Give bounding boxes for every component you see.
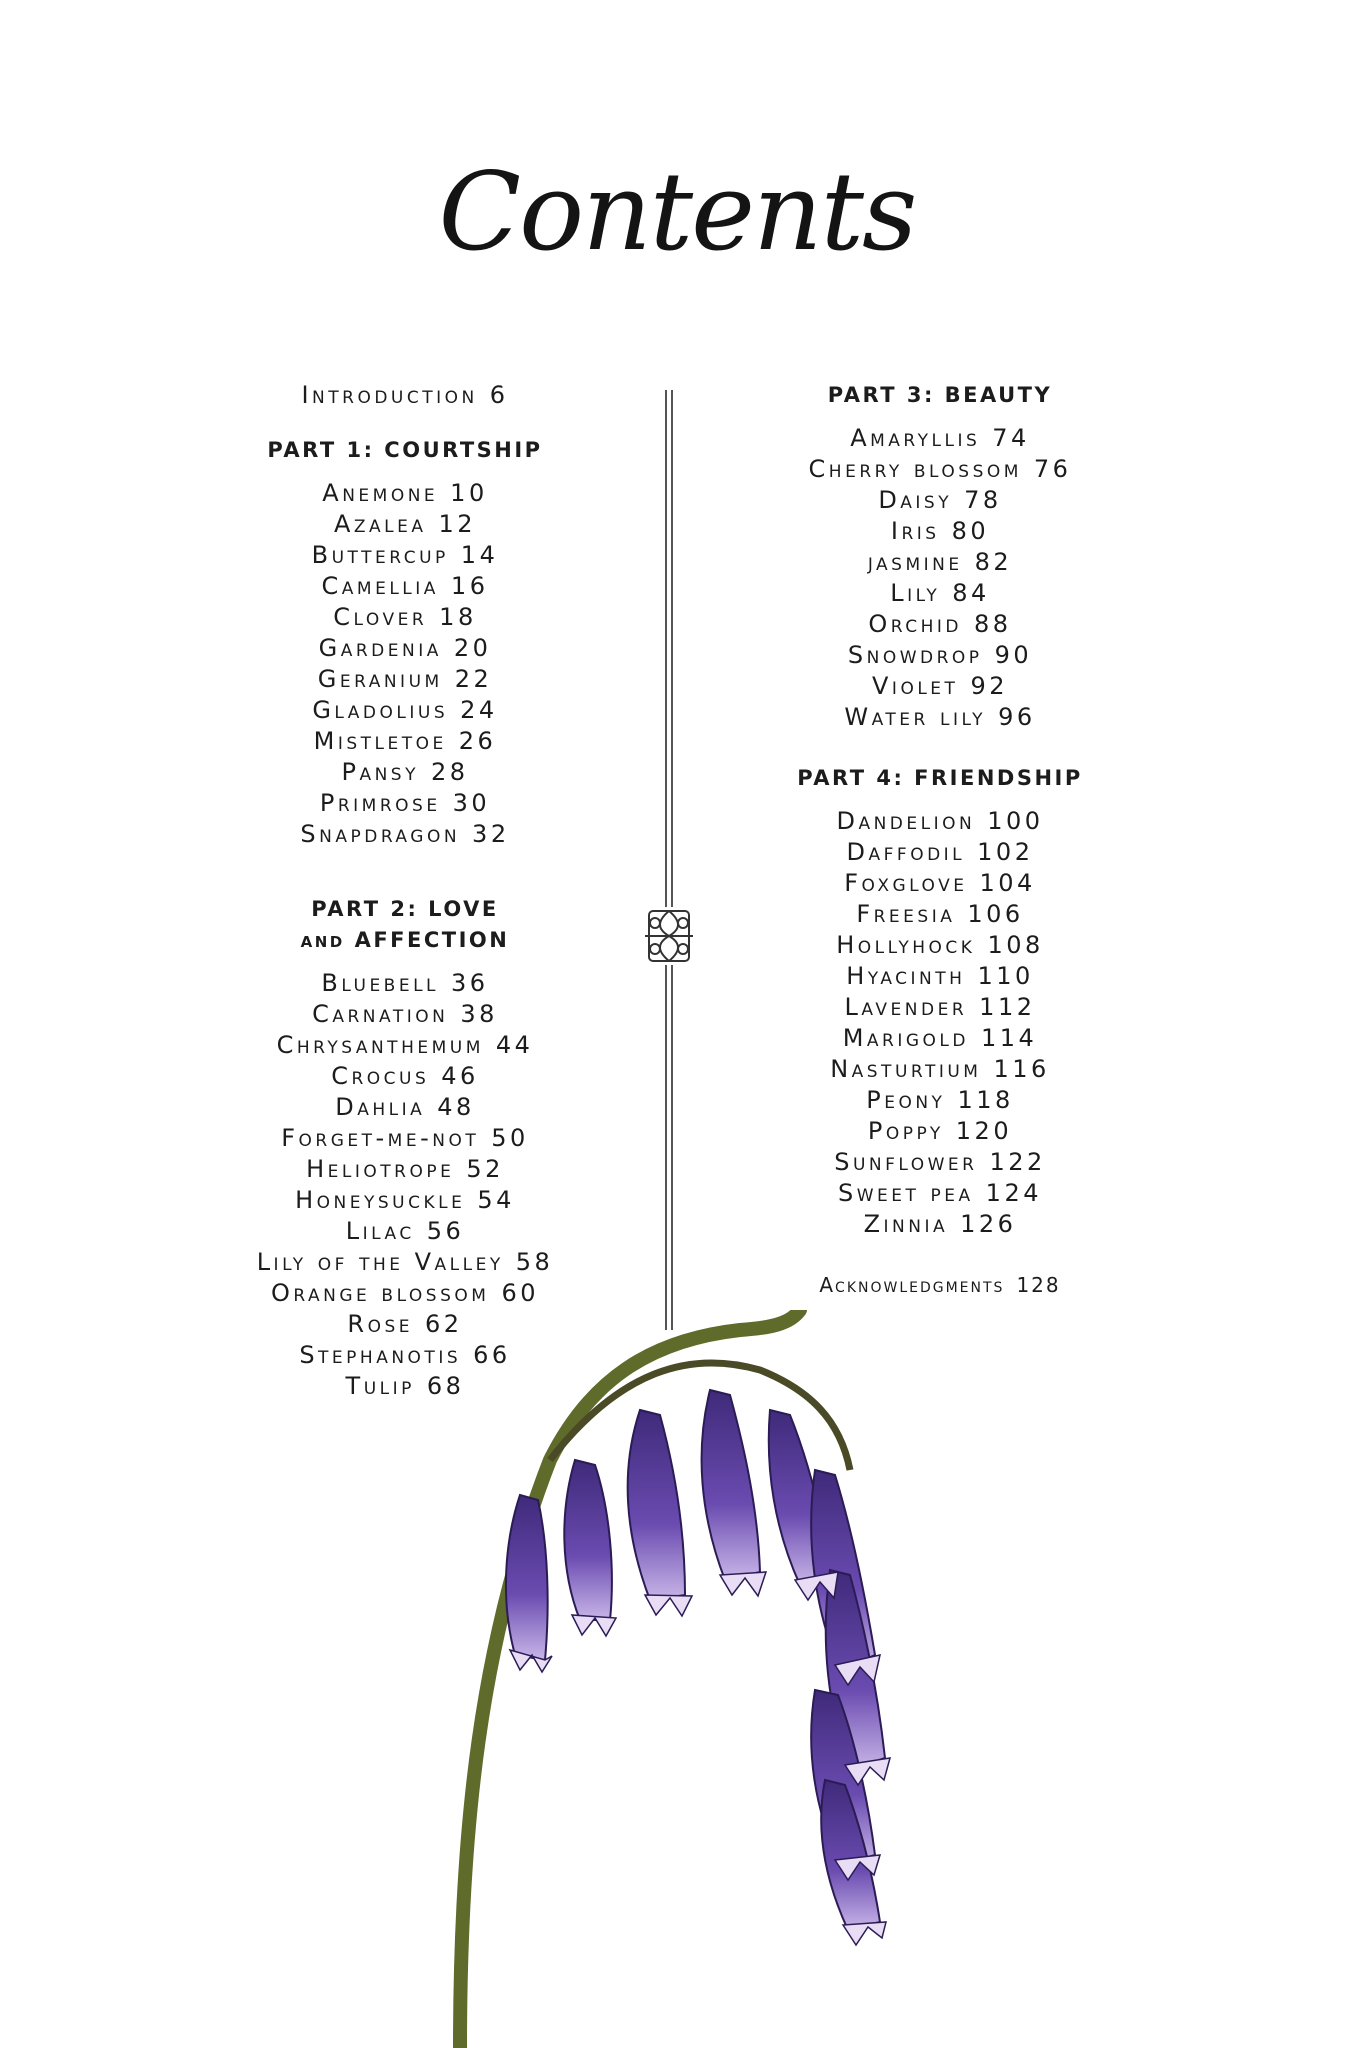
toc-entry-page: 108 xyxy=(987,931,1044,959)
toc-entry[interactable] xyxy=(760,806,1120,837)
toc-entry-label: Camellia xyxy=(321,572,439,600)
toc-entry-label: Foxglove xyxy=(844,869,968,897)
toc-entry[interactable] xyxy=(220,1061,590,1092)
part-2-heading-line1: PART 2: LOVE xyxy=(311,897,499,921)
toc-entry-label: Mistletoe xyxy=(313,727,447,755)
toc-entry[interactable] xyxy=(760,454,1120,485)
toc-entry-label: Sweet pea xyxy=(838,1179,974,1207)
toc-entry-label: Stephanotis xyxy=(299,1341,462,1369)
toc-entry[interactable] xyxy=(760,1085,1120,1116)
part-2-heading-line2 xyxy=(220,925,590,956)
toc-entry-label: jasmine xyxy=(867,548,963,576)
toc-entry-label: Snapdragon xyxy=(300,820,461,848)
toc-entry-page: 10 xyxy=(450,479,488,507)
toc-entry-page: 102 xyxy=(977,838,1034,866)
toc-entry-page: 6 xyxy=(489,381,509,409)
toc-entry[interactable] xyxy=(220,1092,590,1123)
toc-entry[interactable] xyxy=(220,999,590,1030)
toc-entry[interactable] xyxy=(760,1054,1120,1085)
toc-entry-page: 112 xyxy=(979,993,1036,1021)
toc-entry[interactable] xyxy=(220,819,590,850)
toc-entry-page: 96 xyxy=(998,703,1036,731)
toc-entry-page: 80 xyxy=(951,517,990,545)
toc-entry[interactable] xyxy=(220,1185,590,1216)
toc-entry[interactable] xyxy=(220,1278,590,1309)
toc-entry-label: Lavender xyxy=(844,993,968,1021)
toc-entry[interactable] xyxy=(220,571,590,602)
toc-entry-page: 44 xyxy=(495,1031,534,1059)
toc-entry-page: 46 xyxy=(441,1062,479,1090)
toc-entry-label: Water lily xyxy=(844,703,987,731)
toc-entry[interactable] xyxy=(760,868,1120,899)
toc-entry-label: Dahlia xyxy=(335,1093,426,1121)
toc-entry[interactable] xyxy=(760,1116,1120,1147)
divider-line xyxy=(671,390,673,1330)
toc-entry-label: Peony xyxy=(866,1086,946,1114)
part-2-heading-rest: AFFECTION xyxy=(354,928,510,952)
part-1-list xyxy=(220,478,590,850)
toc-entry-page: 100 xyxy=(987,807,1044,835)
toc-entry-label: Daisy xyxy=(878,486,953,514)
page-title: Contents xyxy=(438,150,916,275)
bluebell-flower-illustration xyxy=(420,1310,980,2048)
toc-entry[interactable] xyxy=(760,1178,1120,1209)
toc-entry-page: 38 xyxy=(460,1000,498,1028)
toc-entry-page: 18 xyxy=(439,603,477,631)
toc-entry-acknowledgments[interactable] xyxy=(760,1270,1120,1301)
part-1-heading: PART 1: COURTSHIP xyxy=(267,438,543,462)
toc-entry-label: Cherry blossom xyxy=(808,455,1022,483)
toc-entry-page: 16 xyxy=(450,572,489,600)
toc-entry-page: 118 xyxy=(957,1086,1014,1114)
toc-entry-page: 52 xyxy=(466,1155,504,1183)
toc-entry[interactable] xyxy=(220,664,590,695)
toc-entry[interactable] xyxy=(760,1147,1120,1178)
toc-entry-page: 24 xyxy=(460,696,498,724)
toc-entry-page: 122 xyxy=(989,1148,1046,1176)
toc-entry-label: Lilac xyxy=(345,1217,415,1245)
toc-entry[interactable] xyxy=(220,1154,590,1185)
toc-right-column xyxy=(760,380,1120,1301)
toc-entry-label: Daffodil xyxy=(846,838,966,866)
toc-entry[interactable] xyxy=(220,695,590,726)
toc-entry-label: Introduction xyxy=(301,381,478,409)
toc-entry-label: Dandelion xyxy=(836,807,976,835)
toc-entry-page: 128 xyxy=(1016,1273,1061,1297)
toc-entry-page: 26 xyxy=(458,727,497,755)
toc-entry[interactable] xyxy=(760,899,1120,930)
toc-entry[interactable] xyxy=(760,423,1120,454)
toc-entry[interactable] xyxy=(760,640,1120,671)
toc-entry[interactable] xyxy=(760,992,1120,1023)
toc-entry-page: 120 xyxy=(955,1117,1013,1145)
toc-entry-label: Anemone xyxy=(322,479,439,507)
toc-entry-page: 104 xyxy=(979,869,1036,897)
toc-entry-label: Marigold xyxy=(842,1024,969,1052)
toc-entry-page: 14 xyxy=(460,541,499,569)
toc-entry[interactable] xyxy=(220,726,590,757)
toc-entry-label: Lily xyxy=(890,579,941,607)
toc-entry[interactable] xyxy=(760,1209,1120,1240)
part-4-heading: PART 4: FRIENDSHIP xyxy=(797,766,1083,790)
toc-entry-page: 114 xyxy=(980,1024,1038,1052)
toc-entry-page: 56 xyxy=(426,1217,465,1245)
toc-entry-label: Orchid xyxy=(868,610,963,638)
toc-entry-label: Acknowledgments xyxy=(819,1273,1005,1297)
toc-entry-label: Sunflower xyxy=(834,1148,978,1176)
toc-entry[interactable] xyxy=(220,788,590,819)
toc-entry-page: 58 xyxy=(515,1248,554,1276)
toc-entry[interactable] xyxy=(220,968,590,999)
toc-entry-page: 20 xyxy=(453,634,492,662)
toc-entry[interactable] xyxy=(760,578,1120,609)
toc-entry-label: Freesia xyxy=(856,900,956,928)
toc-entry-label: Carnation xyxy=(312,1000,449,1028)
toc-entry-page: 48 xyxy=(437,1093,475,1121)
toc-entry-label: Hollyhock xyxy=(836,931,976,959)
toc-entry[interactable] xyxy=(760,702,1120,733)
toc-entry[interactable] xyxy=(220,1030,590,1061)
toc-entry-page: 88 xyxy=(974,610,1012,638)
toc-entry-label: Hyacinth xyxy=(846,962,966,990)
toc-entry[interactable] xyxy=(760,837,1120,868)
toc-entry[interactable] xyxy=(220,757,590,788)
toc-entry[interactable] xyxy=(220,602,590,633)
toc-entry-page: 90 xyxy=(994,641,1033,669)
toc-entry-label: Chrysanthemum xyxy=(276,1031,484,1059)
toc-entry[interactable] xyxy=(760,1023,1120,1054)
toc-entry-page: 60 xyxy=(501,1279,539,1307)
toc-entry[interactable] xyxy=(220,1247,590,1278)
toc-entry[interactable] xyxy=(760,485,1120,516)
toc-entry-label: Forget-me-not xyxy=(281,1124,480,1152)
toc-entry-page: 110 xyxy=(977,962,1034,990)
toc-entry-label: Violet xyxy=(872,672,959,700)
toc-entry[interactable] xyxy=(220,540,590,571)
toc-entry-page: 68 xyxy=(426,1372,465,1400)
toc-entry-label: Tulip xyxy=(345,1372,415,1400)
toc-entry[interactable] xyxy=(760,516,1120,547)
toc-entry[interactable] xyxy=(220,509,590,540)
toc-entry-page: 126 xyxy=(960,1210,1017,1238)
toc-entry-page: 92 xyxy=(970,672,1008,700)
toc-entry-label: Zinnia xyxy=(863,1210,949,1238)
toc-entry-label: Bluebell xyxy=(321,969,440,997)
toc-entry-page: 22 xyxy=(454,665,493,693)
toc-entry[interactable] xyxy=(220,1123,590,1154)
toc-entry[interactable] xyxy=(760,671,1120,702)
divider-line xyxy=(665,390,667,1330)
toc-entry-page: 50 xyxy=(491,1124,529,1152)
toc-entry-label: Pansy xyxy=(341,758,419,786)
toc-entry-page: 106 xyxy=(967,900,1024,928)
toc-entry-label: Geranium xyxy=(317,665,443,693)
scroll-ornament-icon xyxy=(643,907,695,965)
toc-entry-label: Nasturtium xyxy=(830,1055,982,1083)
column-divider xyxy=(664,390,674,1330)
toc-entry-page: 66 xyxy=(473,1341,511,1369)
part-3-list xyxy=(760,423,1120,733)
toc-entry-page: 54 xyxy=(477,1186,515,1214)
toc-entry-page: 28 xyxy=(430,758,469,786)
toc-entry-page: 76 xyxy=(1033,455,1072,483)
toc-entry-label: Amaryllis xyxy=(850,424,981,452)
toc-entry-label: Rose xyxy=(347,1310,414,1338)
toc-entry-label: Lily of the Valley xyxy=(256,1248,504,1276)
toc-entry-label: Gardenia xyxy=(318,634,442,662)
part-4-list xyxy=(760,806,1120,1240)
toc-entry-page: 12 xyxy=(438,510,477,538)
toc-entry-introduction[interactable] xyxy=(220,380,590,411)
toc-entry[interactable] xyxy=(760,930,1120,961)
toc-entry-page: 84 xyxy=(952,579,990,607)
toc-entry-label: Clover xyxy=(333,603,428,631)
part-2-heading-prefix: and xyxy=(300,928,345,952)
toc-entry-page: 124 xyxy=(985,1179,1042,1207)
toc-entry-label: Buttercup xyxy=(311,541,449,569)
toc-entry[interactable] xyxy=(220,633,590,664)
toc-entry-page: 74 xyxy=(992,424,1030,452)
toc-entry[interactable] xyxy=(220,478,590,509)
toc-entry-page: 82 xyxy=(974,548,1013,576)
toc-entry-label: Poppy xyxy=(867,1117,944,1145)
toc-entry[interactable] xyxy=(760,609,1120,640)
part-3-heading: PART 3: BEAUTY xyxy=(827,383,1053,407)
toc-entry[interactable] xyxy=(760,547,1120,578)
toc-entry-page: 36 xyxy=(451,969,489,997)
toc-entry-page: 30 xyxy=(452,789,491,817)
toc-entry[interactable] xyxy=(220,1216,590,1247)
toc-entry-page: 62 xyxy=(425,1310,463,1338)
toc-entry-label: Gladolius xyxy=(312,696,449,724)
toc-entry-label: Snowdrop xyxy=(847,641,983,669)
toc-entry-label: Crocus xyxy=(331,1062,430,1090)
toc-entry-page: 32 xyxy=(472,820,510,848)
toc-entry-label: Heliotrope xyxy=(306,1155,455,1183)
toc-entry[interactable] xyxy=(760,961,1120,992)
toc-entry-label: Honeysuckle xyxy=(295,1186,466,1214)
toc-entry-label: Iris xyxy=(890,517,940,545)
toc-entry-label: Azalea xyxy=(333,510,427,538)
toc-entry-label: Orange blossom xyxy=(271,1279,490,1307)
toc-entry-page: 116 xyxy=(993,1055,1050,1083)
toc-entry-label: Primrose xyxy=(319,789,441,817)
toc-left-column xyxy=(220,380,590,1402)
toc-entry-page: 78 xyxy=(964,486,1002,514)
